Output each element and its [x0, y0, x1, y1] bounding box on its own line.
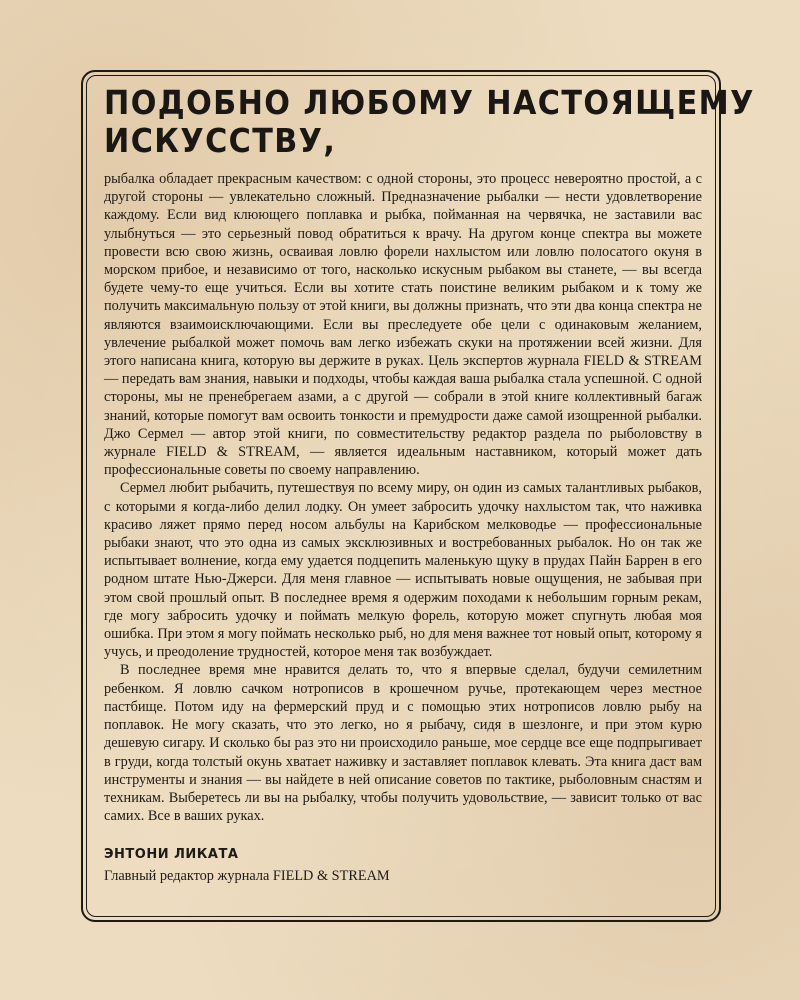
signature-name: ЭНТОНИ ЛИКАТА [104, 847, 239, 863]
foreword-content [104, 84, 755, 885]
foreword-title [104, 84, 755, 160]
signature-role: Главный редактор журнала FIELD & STREAM [104, 868, 390, 885]
paragraph-2: Сермел любит рыбачить, путешествуя по всему миру, он один из самых талантливых рыбаков, с которыми я когда-либо делил лодку. Он умеет забросить удочку нахлыстом так, что наживка красиво ляжет прямо перед носом альбулы на Карибском мелководье — профессиональные рыбаки знают, что это одна из самых эксклюзивных и востребованных рыбалок. Но он так же испытывает волнение, когда ему удается подцепить маленькую щуку в прудах Пайн Баррен в его родном штате Нью-Джерси. Для меня главное — испытывать новые ощущения, не забывая при этом свой прошлый опыт. В последнее время я одержим походами к небольшим горным рекам, где могу забросить удочку и поймать мелкую форель, которую может спугнуть любая моя ошибка. При этом я могу поймать несколько рыб, но для меня важнее тот новый опыт, которому я учусь, и преодоление трудностей, которое меня так возбуждает. [104, 480, 702, 661]
foreword-body [104, 170, 702, 825]
title-line-2: ИСКУССТВУ, [104, 122, 337, 160]
title-line-1: ПОДОБНО ЛЮБОМУ НАСТОЯЩЕМУ [104, 84, 755, 122]
paragraph-3: В последнее время мне нравится делать то, что я впервые сделал, будучи семилетним ребенком. Я ловлю сачком нотрописов в крошечном ручье, протекающем через местное пастбище. Потом иду на фермерский пруд и с помощью этих нотрописов ловлю рыбу на поплавок. Не могу сказать, что это легко, но я рыбачу, сидя в шезлонге, и при этом курю дешевую сигару. И сколько бы раз это ни происходило раньше, мое сердце все еще подпрыгивает в груди, когда толстый окунь хватает наживку и заставляет поплавок клевать. Эта книга даст вам инструменты и знания — вы найдете в ней описание советов по тактике, рыболовным снастям и техникам. Выберетесь ли вы на рыбалку, чтобы получить удовольствие, — зависит только от вас самих. Все в ваших руках. [104, 662, 702, 825]
paragraph-1: рыбалка обладает прекрасным качеством: с одной стороны, это процесс невероятно простой, а с другой стороны — увлекательно сложный. Предназначение рыбалки — нести удовлетворение каждому. Если вид клюющего поплавка и рыбка, пойманная на червячка, не заставили вас улыбнуться — это серьезный повод обратиться к врачу. На другом конце спектра вы можете провести всю свою жизнь, осваивая ловлю форели нахлыстом или ловлю полосатого окуня в морском прибое, и независимо от того, насколько искусным рыбаком вы станете, — вы всегда будете чему-то еще учиться. Если вы хотите стать поистине великим рыбаком и к тому же получить максимальную пользу от этой книги, вы должны признать, что эти два конца спектра не являются взаимоисключающими. Если вы преследуете обе цели с одинаковым желанием, увлечение рыбалкой может помочь вам легко избежать скуки на протяжении всей жизни. Для этого написана книга, которую вы держите в руках. Цель экспертов журнала FIELD & STREAM — передать вам знания, навыки и подходы, чтобы каждая ваша рыбалка стала успешной. С одной стороны, мы не пренебрегаем азами, а с другой — собрали в этой книге коллективный багаж знаний, которые помогут вам освоить тонкости и премудрости даже самой изощренной рыбалки. Джо Сермел — автор этой книги, по совместительству редактор раздела по рыболовству в журнале FIELD & STREAM, — является идеальным наставником, который может дать профессиональные советы по своему направлению. [104, 171, 702, 479]
